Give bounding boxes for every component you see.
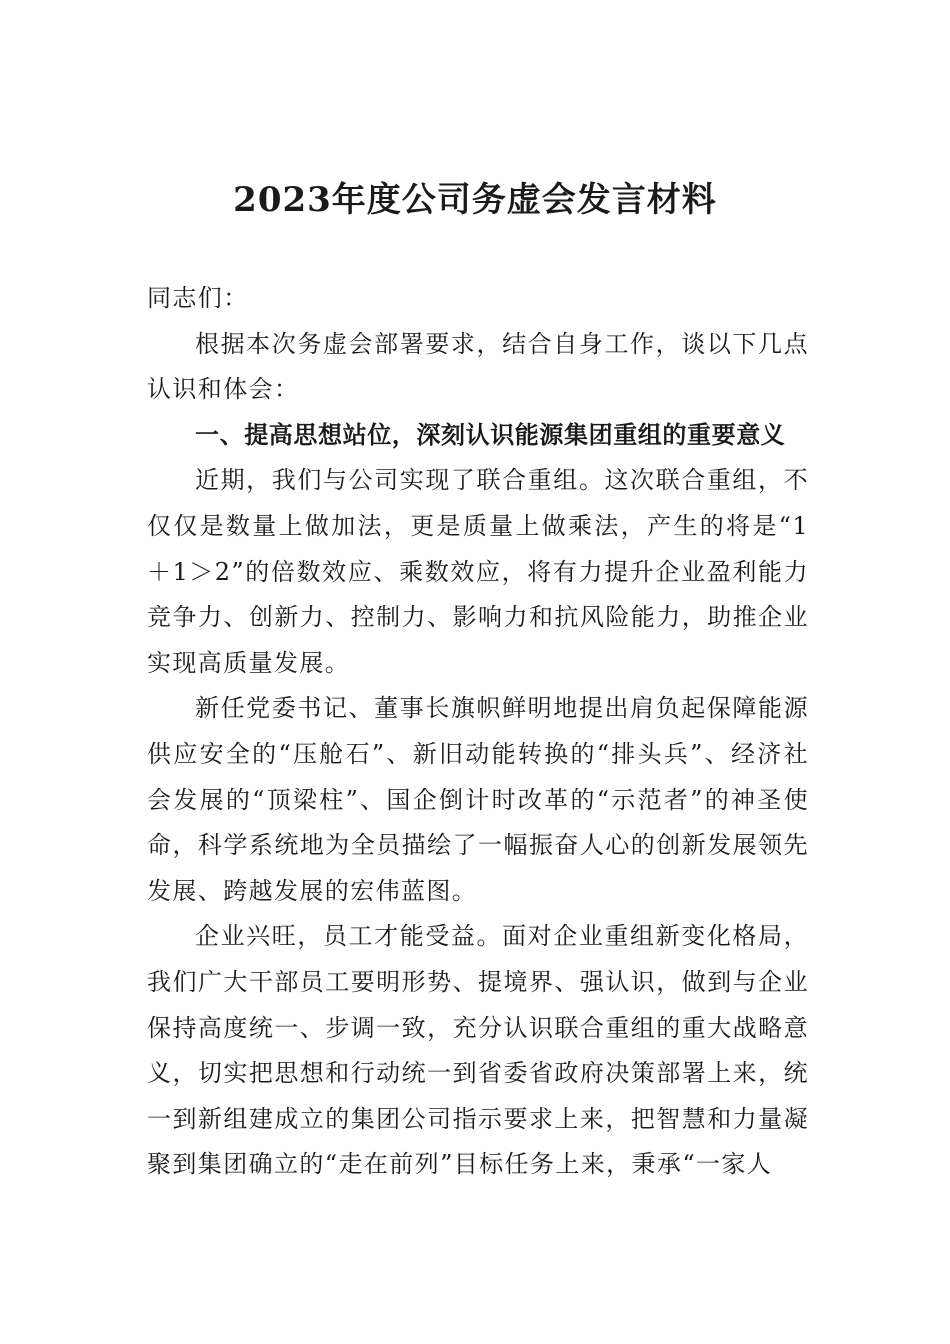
- body-paragraph: 近期，我们与公司实现了联合重组。这次联合重组，不仅仅是数量上做加法，更是质量上做乘法，产生的将是“1＋1＞2”的倍数效应、乘数效应，将有力提升企业盈利能力竞争力、创新力、控制力、影响力和抗风险能力，助推企业实现高质量发展。: [147, 466, 809, 677]
- body-paragraph: 企业兴旺，员工才能受益。面对企业重组新变化格局，我们广大干部员工要明形势、提境界、强认识，做到与企业保持高度统一、步调一致，充分认识联合重组的重大战略意义，切实把思想和行动统一到省委省政府决策部署上来，统一到新组建成立的集团公司指示要求上来，把智慧和力量凝聚到集团确立的“走在前列”目标任务上来，秉承“一家人: [147, 922, 809, 1179]
- section-heading: 一、提高思想站位，深刻认识能源集团重组的重要意义: [195, 420, 786, 449]
- document-body: [147, 276, 809, 1188]
- salutation: 同志们：: [147, 284, 249, 312]
- document-title: 2023年度公司务虚会发言材料: [233, 180, 717, 220]
- body-paragraph: 新任党委书记、董事长旗帜鲜明地提出肩负起保障能源供应安全的“压舱石”、新旧动能转换的“排头兵”、经济社会发展的“顶梁柱”、国企倒计时改革的“示范者”的神圣使命，科学系统地为全员描绘了一幅振奋人心的创新发展领先发展、跨越发展的宏伟蓝图。: [147, 694, 809, 905]
- intro-paragraph: 根据本次务虚会部署要求，结合自身工作，谈以下几点认识和体会：: [147, 329, 809, 404]
